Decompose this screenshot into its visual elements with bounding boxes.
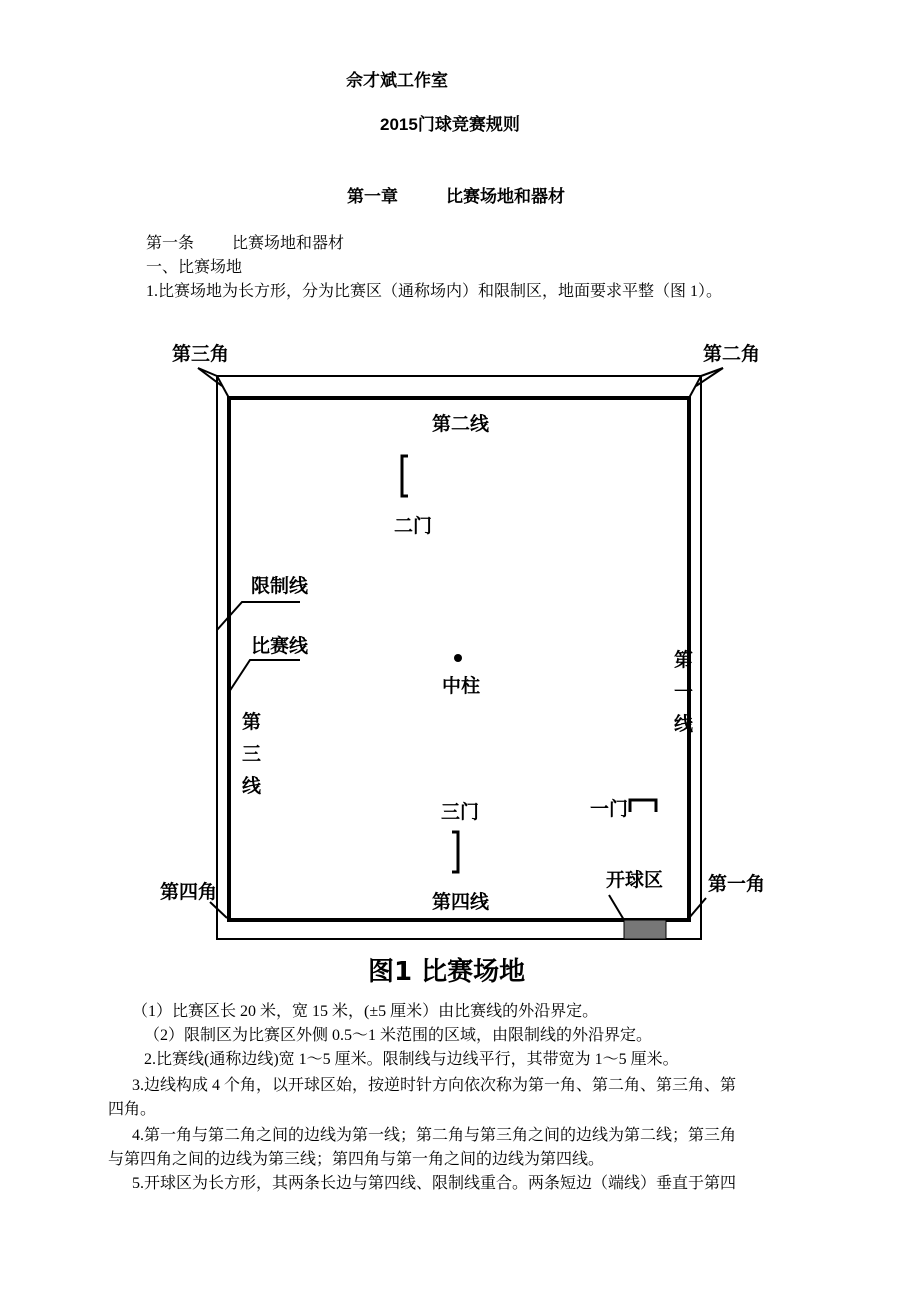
gate-3-mark [452,832,458,872]
paragraph-1: 1.比赛场地为长方形，分为比赛区（通称场内）和限制区，地面要求平整（图 1）。 [146,283,723,300]
corner-4-label: 第四角 [160,881,218,903]
paragraph-4-line-2: 与第四角之间的边线为第三线；第四角与第一角之间的边线为第四线。 [108,1151,605,1168]
paragraph-4-line-1: 4.第一角与第二角之间的边线为第一线；第二角与第三角之间的边线为第二线；第三角 [132,1127,737,1144]
section-heading: 一、比赛场地 [146,259,243,276]
line-3-label: 第三线 [242,711,262,797]
corner-3-label: 第三角 [172,343,230,365]
paragraph-3-line-2: 四角。 [108,1101,157,1118]
chapter-title: 比赛场地和器材 [446,187,565,206]
court-diagram [150,330,790,995]
paragraph-2: 2.比赛线(通称边线)宽 1～5 厘米。限制线与边线平行，其带宽为 1～5 厘米。 [144,1051,679,1068]
article-number: 第一条 [146,235,195,252]
line-1-label: 第一线 [674,649,694,735]
corner-2-label: 第二角 [703,343,761,365]
document-title: 2015门球竞赛规则 [380,115,520,134]
article-title: 比赛场地和器材 [232,235,345,252]
article-heading [146,232,344,256]
studio-name: 佘才斌工作室 [346,71,448,90]
paragraph-3-line-1: 3.边线构成 4 个角，以开球区始，按逆时针方向依次称为第一角、第二角、第三角、第 [132,1077,737,1094]
center-pole-label: 中柱 [442,675,481,697]
chapter-heading [347,182,565,207]
gate-1-mark [630,800,656,812]
gate-2-label: 二门 [394,515,433,537]
paragraph-1-2: （2）限制区为比赛区外侧 0.5～1 米范围的区域，由限制线的外沿界定。 [144,1027,653,1044]
start-area-box [624,920,666,939]
chapter-number: 第一章 [347,187,398,206]
paragraph-1-1: （1）比赛区长 20 米，宽 15 米，(±5 厘米）由比赛线的外沿界定。 [132,1003,599,1020]
start-area-label: 开球区 [606,869,664,891]
line-2-label: 第二线 [432,413,490,435]
caption: 图1 比赛场地 [368,957,526,987]
paragraph-5-line-1: 5.开球区为长方形，其两条长边与第四线、限制线重合。两条短边（端线）垂直于第四 [132,1175,737,1192]
gate-1-label: 一门 [590,798,629,820]
center-pole-dot [454,654,462,662]
line-4-label: 第四线 [432,891,490,913]
boundary-line-label: 比赛线 [251,635,309,657]
gate-3-label: 三门 [441,801,480,823]
gate-2-mark [402,456,408,496]
corner-1-label: 第一角 [708,873,766,895]
restriction-line-label: 限制线 [251,575,309,597]
